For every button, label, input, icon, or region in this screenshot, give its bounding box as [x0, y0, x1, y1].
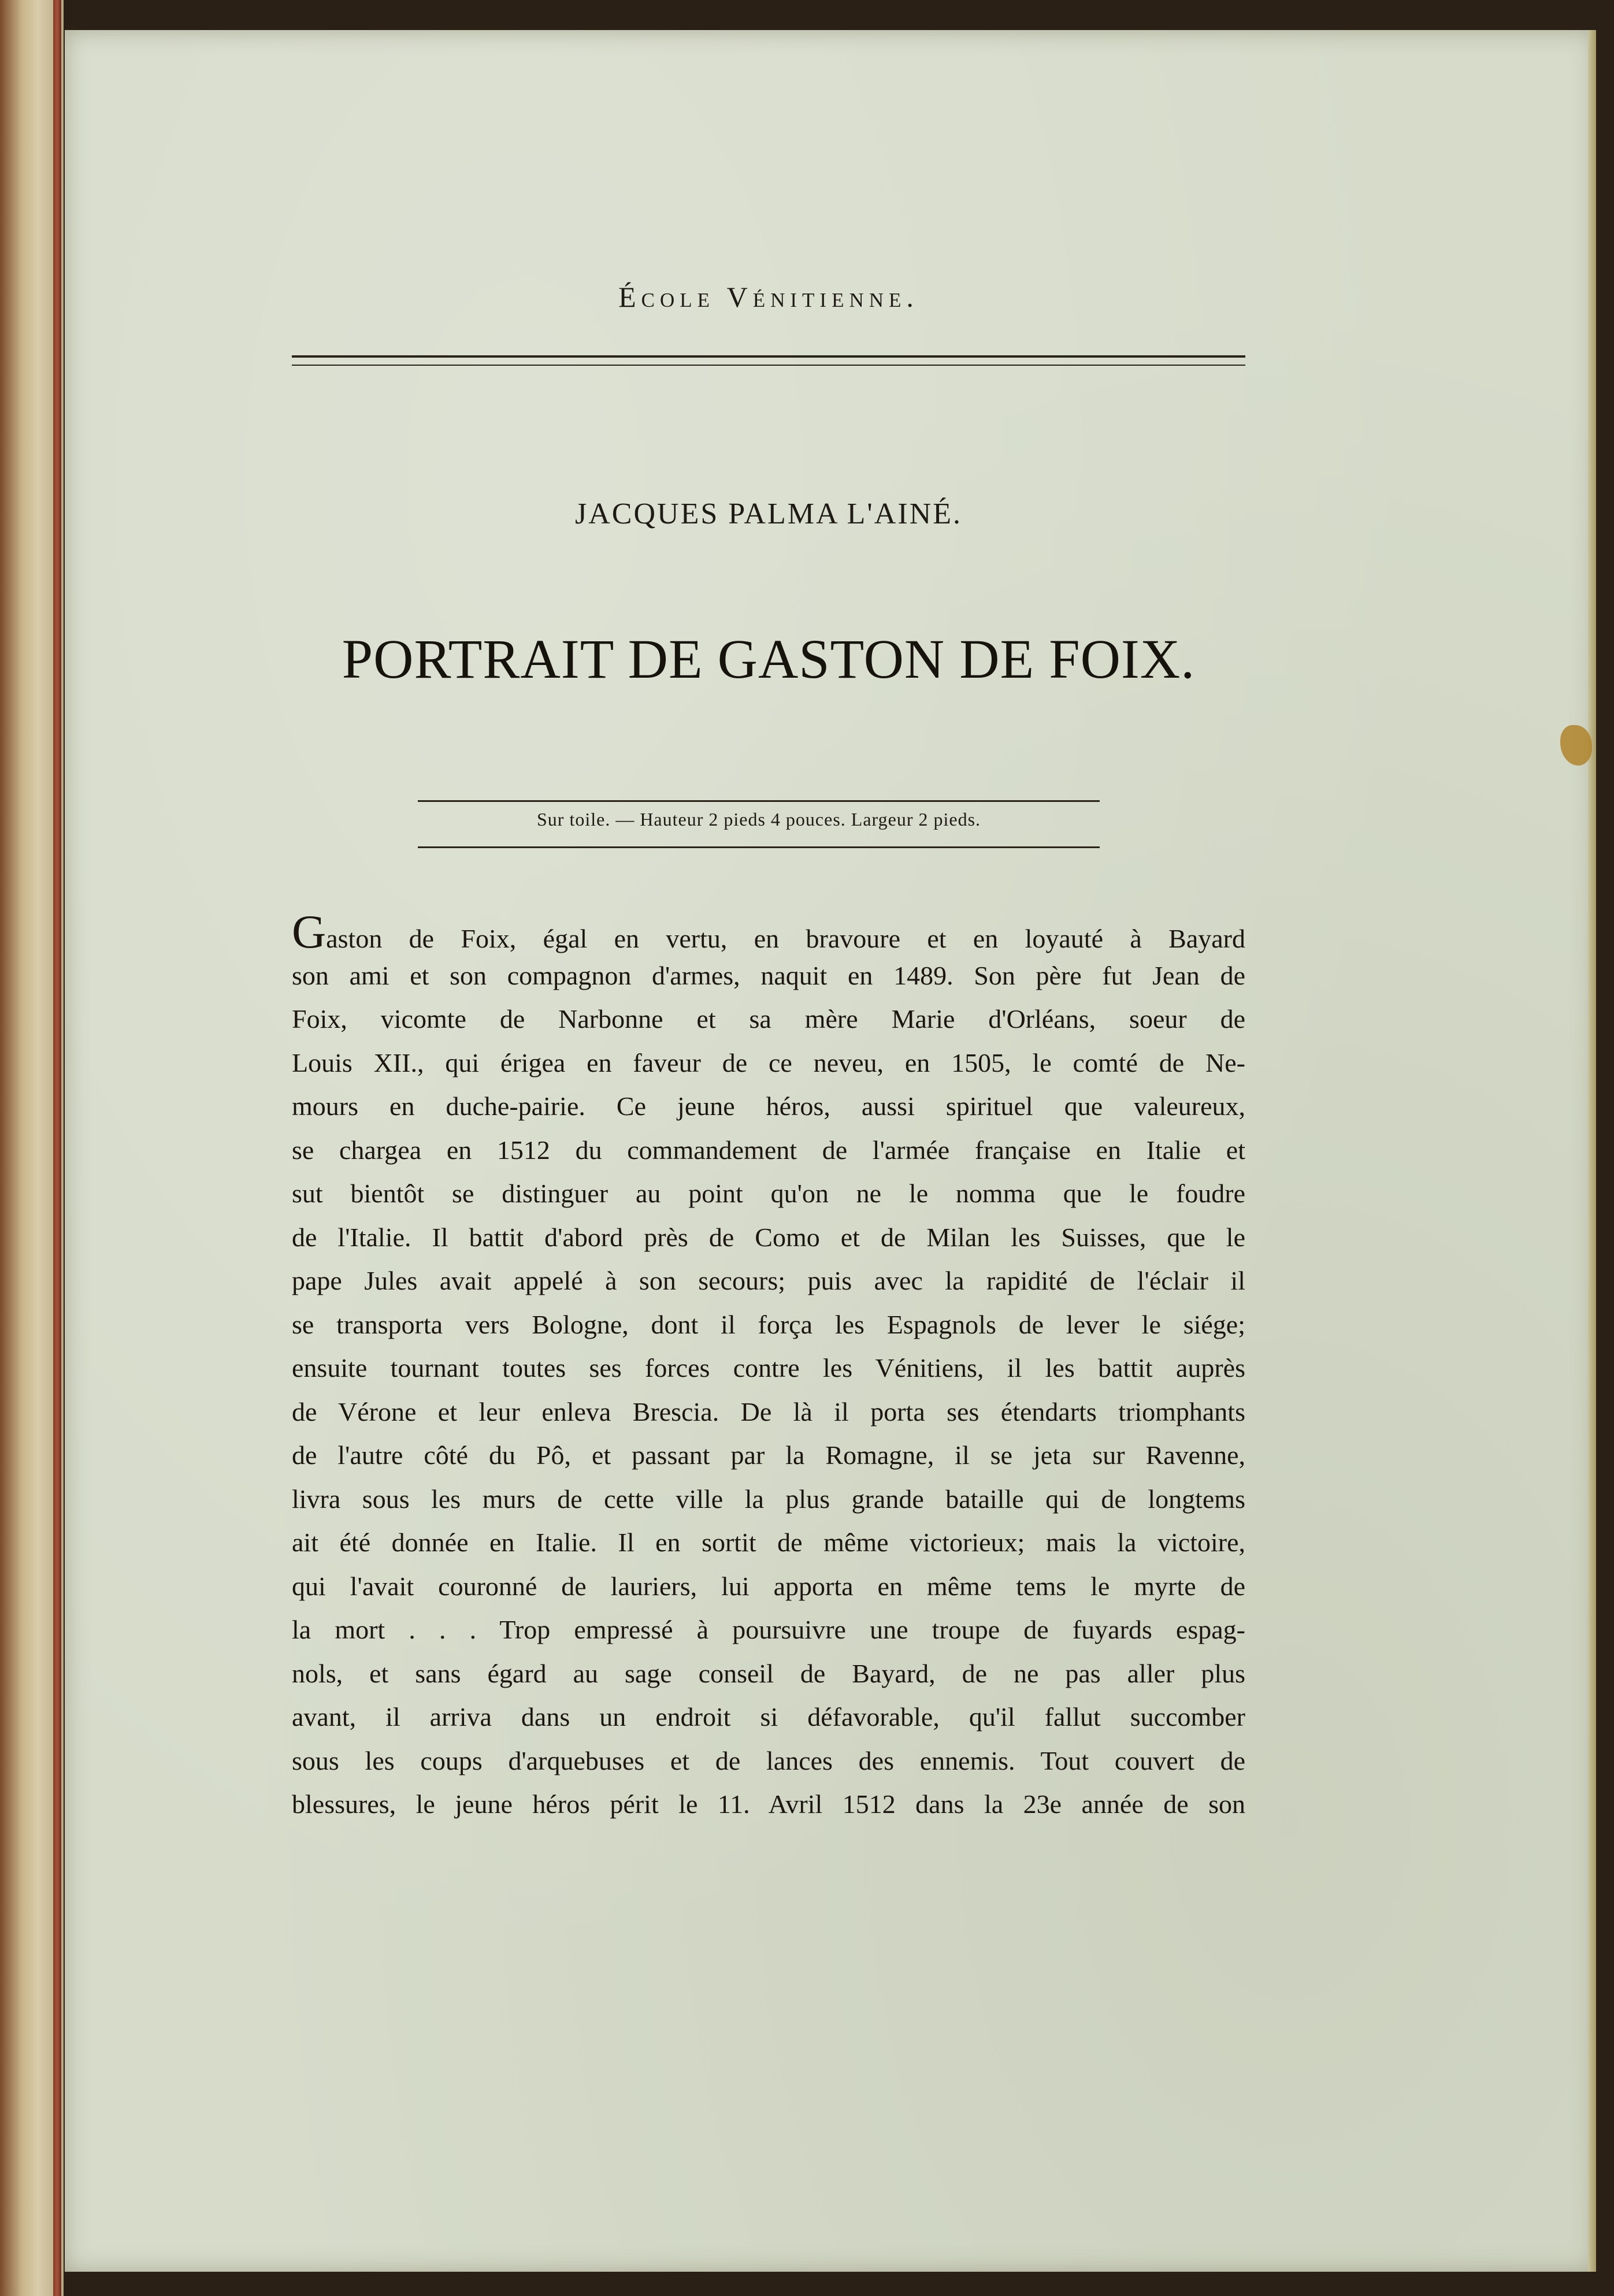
dimensions-rule-bottom [418, 846, 1100, 848]
text-line: se chargea en 1512 du commandement de l'armée française en Italie et [292, 1135, 1245, 1165]
header-rule [292, 355, 1245, 366]
text-line: de l'autre côté du Pô, et passant par la Romagne, il se jeta sur Ravenne, [292, 1440, 1245, 1470]
body-text [292, 905, 1245, 1826]
text-line: blessures, le jeune héros périt le 11. Avril 1512 dans la 23e année de son [292, 1789, 1245, 1819]
text-line: de Vérone et leur enleva Brescia. De là il porta ses étendarts triomphants [292, 1396, 1245, 1426]
text-line: ensuite tournant toutes ses forces contre les Vénitiens, il les battit auprès [292, 1353, 1245, 1383]
text-line: Foix, vicomte de Narbonne et sa mère Marie d'Orléans, soeur de [292, 1004, 1245, 1034]
text-line: pape Jules avait appelé à son secours; puis avec la rapidité de l'éclair il [292, 1266, 1245, 1295]
text-line: sous les coups d'arquebuses et de lances des ennemis. Tout couvert de [292, 1745, 1245, 1775]
text-line: nols, et sans égard au sage conseil de Bayard, de ne pas aller plus [292, 1658, 1245, 1688]
text-line: la mort . . . Trop empressé à poursuivre une troupe de fuyards espag- [292, 1615, 1245, 1644]
text-line: mours en duche-pairie. Ce jeune héros, aussi spirituel que valeureux, [292, 1091, 1245, 1121]
binding-edge [53, 0, 61, 2296]
artist-name: JACQUES PALMA L'AINÉ. [575, 497, 962, 530]
text-line: de l'Italie. Il battit d'abord près de Como et de Milan les Suisses, que le [292, 1222, 1245, 1252]
text-line: qui l'avait couronné de lauriers, lui apporta en même tems le myrte de [292, 1571, 1245, 1601]
school-heading: École Vénitienne. [618, 281, 919, 313]
text-line: ait été donnée en Italie. Il en sortit de même victorieux; mais la victoire, [292, 1528, 1245, 1557]
text-line: livra sous les murs de cette ville la plus grande bataille qui de longtems [292, 1484, 1245, 1514]
text-line: se transporta vers Bologne, dont il força les Espagnols de lever le siége; [292, 1309, 1245, 1339]
text-line: Gaston de Foix, égal en vertu, en bravoure et en loyauté à Bayard [292, 905, 1245, 958]
page-edge [1588, 30, 1596, 2272]
painting-dimensions: Sur toile. — Hauteur 2 pieds 4 pouces. Largeur 2 pieds. [536, 809, 981, 830]
text-line: Louis XII., qui érigea en faveur de ce neveu, en 1505, le comté de Ne- [292, 1047, 1245, 1078]
text-line: son ami et son compagnon d'armes, naquit en 1489. Son père fut Jean de [292, 960, 1245, 990]
text-line: avant, il arriva dans un endroit si défavorable, qu'il fallut succomber [292, 1702, 1245, 1732]
page-title: PORTRAIT DE GASTON DE FOIX. [342, 628, 1196, 690]
drop-cap: G [292, 905, 326, 958]
dimensions-rule-top [418, 800, 1100, 802]
text-line: sut bientôt se distinguer au point qu'on ne le nomma que le foudre [292, 1179, 1245, 1208]
